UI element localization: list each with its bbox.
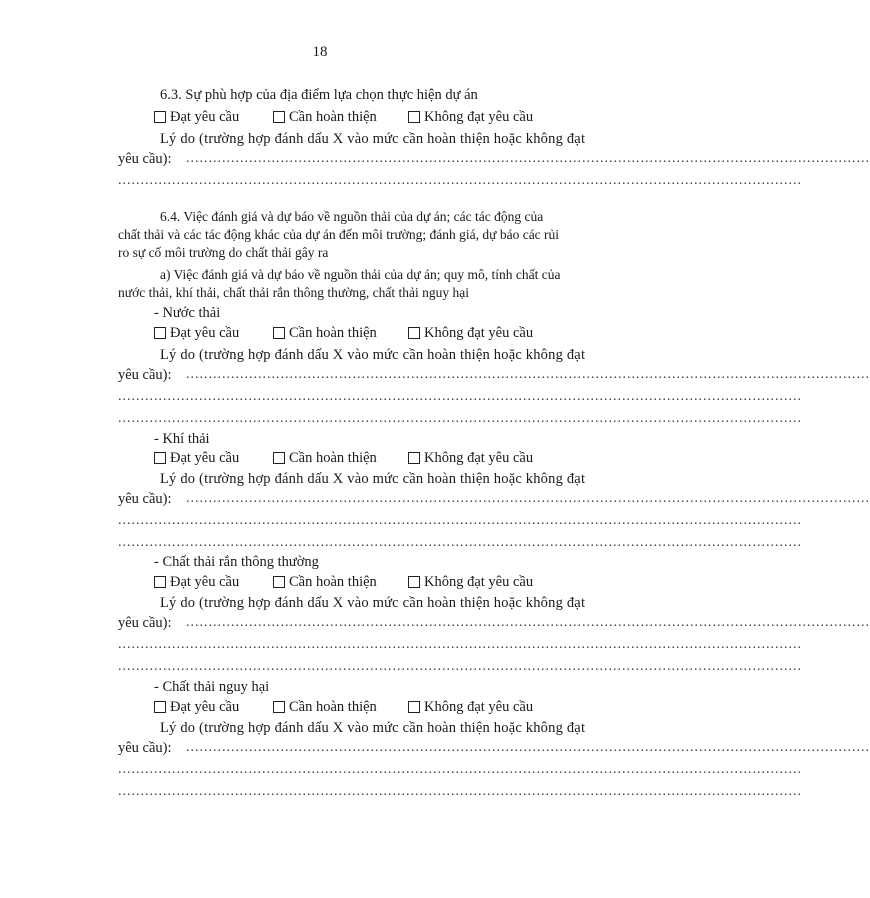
option-improve[interactable] bbox=[273, 573, 377, 591]
answer-line[interactable]: ........................................................................................................................................................ bbox=[118, 411, 802, 426]
answer-line[interactable]: ........................................................................................................................................................ bbox=[118, 173, 802, 188]
subsection-a-line-1: a) Việc đánh giá và dự báo về nguồn thải của dự án; quy mô, tính chất của bbox=[160, 267, 561, 282]
checkbox-icon[interactable] bbox=[273, 452, 285, 464]
checkbox-icon[interactable] bbox=[154, 327, 166, 339]
checkbox-icon[interactable] bbox=[154, 452, 166, 464]
answer-line[interactable]: ........................................................................................................................................................ bbox=[118, 659, 802, 674]
option-fail[interactable] bbox=[408, 449, 533, 467]
option-pass[interactable] bbox=[154, 324, 239, 342]
reason-line-1: Lý do (trường hợp đánh dấu X vào mức cần hoàn thiện hoặc không đạt bbox=[160, 347, 586, 363]
option-label: Đạt yêu cầu bbox=[170, 574, 240, 590]
checkbox-icon[interactable] bbox=[273, 327, 285, 339]
reason-line-1: Lý do (trường hợp đánh dấu X vào mức cần hoàn thiện hoặc không đạt bbox=[160, 131, 586, 147]
checkbox-icon[interactable] bbox=[408, 576, 420, 588]
option-fail[interactable] bbox=[408, 324, 533, 342]
option-label: Không đạt yêu cầu bbox=[424, 574, 534, 590]
option-improve[interactable] bbox=[273, 108, 377, 126]
option-pass[interactable] bbox=[154, 698, 239, 716]
option-label: Đạt yêu cầu bbox=[170, 450, 240, 466]
option-label: Không đạt yêu cầu bbox=[424, 699, 534, 715]
answer-line[interactable]: ........................................................................................................................................................ bbox=[118, 762, 802, 777]
item-label-hazardous-waste: - Chất thải nguy hại bbox=[154, 679, 270, 695]
checkbox-icon[interactable] bbox=[408, 327, 420, 339]
reason-line-1: Lý do (trường hợp đánh dấu X vào mức cần hoàn thiện hoặc không đạt bbox=[160, 720, 586, 736]
answer-line[interactable]: ........................................................................................................................................................ bbox=[186, 151, 870, 166]
answer-line[interactable]: ........................................................................................................................................................ bbox=[118, 637, 802, 652]
checkbox-icon[interactable] bbox=[154, 111, 166, 123]
option-improve[interactable] bbox=[273, 324, 377, 342]
item-label-emissions: - Khí thải bbox=[154, 431, 210, 447]
option-fail[interactable] bbox=[408, 108, 533, 126]
option-label: Đạt yêu cầu bbox=[170, 325, 240, 341]
option-label: Không đạt yêu cầu bbox=[424, 109, 534, 125]
checkbox-icon[interactable] bbox=[273, 576, 285, 588]
page-number: 18 bbox=[312, 44, 328, 60]
option-label: Không đạt yêu cầu bbox=[424, 325, 534, 341]
answer-line[interactable]: ........................................................................................................................................................ bbox=[186, 615, 870, 630]
checkbox-icon[interactable] bbox=[273, 701, 285, 713]
option-pass[interactable] bbox=[154, 108, 239, 126]
item-label-wastewater: - Nước thải bbox=[154, 305, 221, 321]
option-improve[interactable] bbox=[273, 698, 377, 716]
option-pass[interactable] bbox=[154, 573, 239, 591]
option-label: Cần hoàn thiện bbox=[289, 325, 377, 341]
answer-line[interactable]: ........................................................................................................................................................ bbox=[118, 535, 802, 550]
checkbox-icon[interactable] bbox=[273, 111, 285, 123]
reason-line-2: yêu cầu): bbox=[118, 615, 172, 631]
option-fail[interactable] bbox=[408, 698, 533, 716]
answer-line[interactable]: ........................................................................................................................................................ bbox=[186, 367, 870, 382]
checkbox-icon[interactable] bbox=[408, 452, 420, 464]
section-6-4-line-2: chất thải và các tác động khác của dự án đến môi trường; đánh giá, dự báo các rủi bbox=[118, 227, 560, 242]
reason-line-1: Lý do (trường hợp đánh dấu X vào mức cần hoàn thiện hoặc không đạt bbox=[160, 595, 586, 611]
option-label: Cần hoàn thiện bbox=[289, 574, 377, 590]
reason-line-2: yêu cầu): bbox=[118, 491, 172, 507]
section-6-3-title: 6.3. Sự phù hợp của địa điểm lựa chọn thực hiện dự án bbox=[160, 87, 478, 103]
item-label-solid-waste: - Chất thải rắn thông thường bbox=[154, 554, 319, 570]
option-label: Đạt yêu cầu bbox=[170, 699, 240, 715]
option-label: Không đạt yêu cầu bbox=[424, 450, 534, 466]
option-label: Cần hoàn thiện bbox=[289, 109, 377, 125]
section-6-4-line-3: ro sự cố môi trường do chất thải gây ra bbox=[118, 245, 329, 260]
section-6-4-line-1: 6.4. Việc đánh giá và dự báo về nguồn thải của dự án; các tác động của bbox=[160, 209, 544, 224]
answer-line[interactable]: ........................................................................................................................................................ bbox=[118, 513, 802, 528]
answer-line[interactable]: ........................................................................................................................................................ bbox=[186, 740, 870, 755]
checkbox-icon[interactable] bbox=[408, 111, 420, 123]
option-fail[interactable] bbox=[408, 573, 533, 591]
reason-line-2: yêu cầu): bbox=[118, 740, 172, 756]
answer-line[interactable]: ........................................................................................................................................................ bbox=[186, 491, 870, 506]
subsection-a-line-2: nước thải, khí thải, chất thải rắn thông thường, chất thải nguy hại bbox=[118, 285, 469, 300]
option-pass[interactable] bbox=[154, 449, 239, 467]
option-label: Cần hoàn thiện bbox=[289, 450, 377, 466]
answer-line[interactable]: ........................................................................................................................................................ bbox=[118, 389, 802, 404]
option-label: Đạt yêu cầu bbox=[170, 109, 240, 125]
reason-line-2: yêu cầu): bbox=[118, 367, 172, 383]
reason-line-2: yêu cầu): bbox=[118, 151, 172, 167]
checkbox-icon[interactable] bbox=[154, 701, 166, 713]
answer-line[interactable]: ........................................................................................................................................................ bbox=[118, 784, 802, 799]
checkbox-icon[interactable] bbox=[154, 576, 166, 588]
option-label: Cần hoàn thiện bbox=[289, 699, 377, 715]
checkbox-icon[interactable] bbox=[408, 701, 420, 713]
reason-line-1: Lý do (trường hợp đánh dấu X vào mức cần hoàn thiện hoặc không đạt bbox=[160, 471, 586, 487]
option-improve[interactable] bbox=[273, 449, 377, 467]
